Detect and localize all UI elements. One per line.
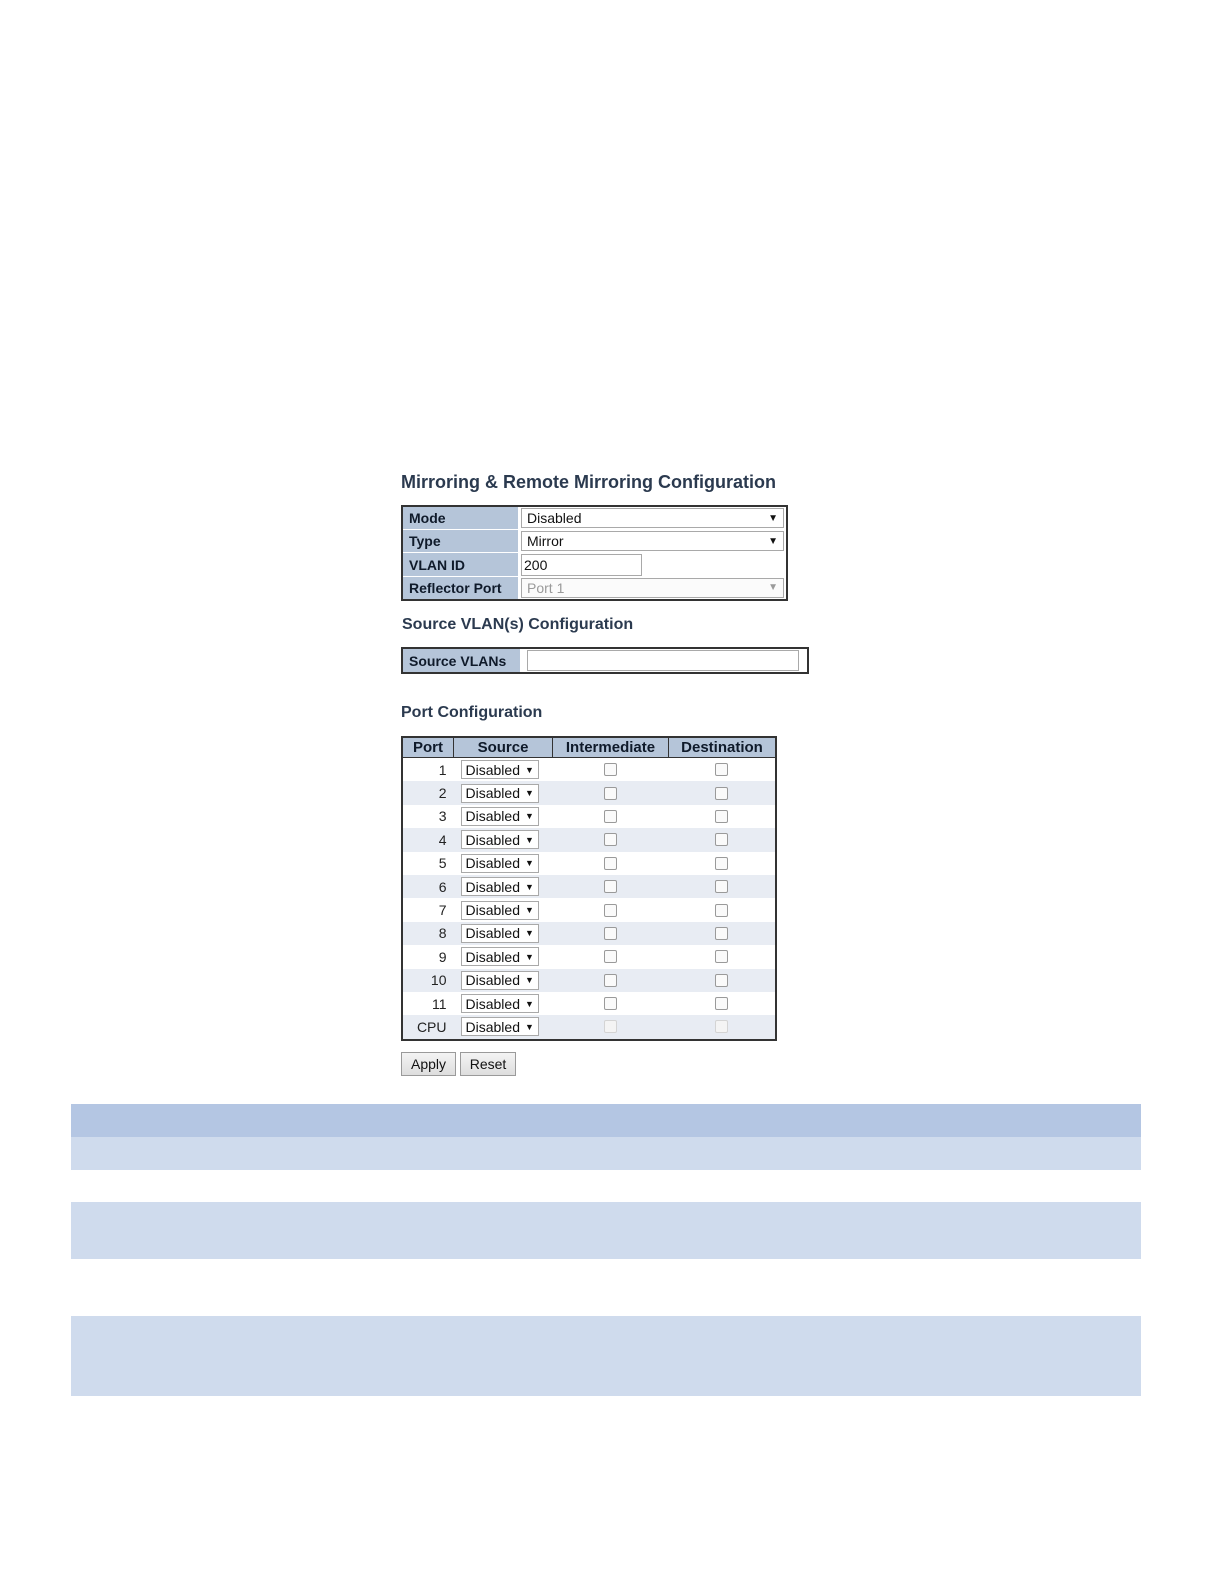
intermediate-checkbox[interactable] (604, 857, 617, 870)
source-value: Disabled (465, 925, 520, 942)
source-select[interactable] (461, 971, 539, 990)
table-row (402, 852, 776, 875)
destination-checkbox[interactable] (715, 787, 728, 800)
source-select[interactable] (461, 901, 539, 920)
destination-cell (669, 945, 777, 968)
table-row (402, 758, 776, 782)
chevron-down-icon: ▼ (524, 788, 534, 799)
intermediate-column-header: Intermediate (553, 737, 669, 758)
description-table-header (71, 1104, 1141, 1137)
source-value: Disabled (465, 902, 520, 919)
port-number: 9 (438, 948, 447, 965)
source-select[interactable] (461, 807, 539, 826)
intermediate-checkbox[interactable] (604, 880, 617, 893)
reflector-port-label: Reflector Port (402, 577, 519, 601)
source-value: Disabled (465, 831, 520, 848)
source-value: Disabled (465, 761, 520, 778)
table-row (402, 828, 776, 851)
source-value: Disabled (465, 855, 520, 872)
intermediate-checkbox[interactable] (604, 787, 617, 800)
destination-checkbox[interactable] (715, 927, 728, 940)
intermediate-checkbox[interactable] (604, 810, 617, 823)
description-table-row (71, 1316, 1141, 1396)
source-value: Disabled (465, 948, 520, 965)
table-row (402, 969, 776, 992)
source-select[interactable] (461, 1017, 539, 1036)
chevron-down-icon: ▼ (768, 535, 778, 547)
intermediate-checkbox[interactable] (604, 997, 617, 1010)
source-column-header: Source (454, 737, 553, 758)
source-select[interactable] (461, 760, 539, 779)
destination-checkbox[interactable] (715, 904, 728, 917)
destination-cell (669, 781, 777, 804)
destination-cell (669, 922, 777, 945)
port-number: 8 (402, 922, 454, 945)
chevron-down-icon: ▼ (524, 834, 534, 845)
source-cell (454, 805, 553, 828)
port-number: 1 (438, 761, 447, 778)
intermediate-checkbox[interactable] (604, 763, 617, 776)
source-vlans-label: Source VLANs (402, 648, 521, 673)
reset-button[interactable]: Reset (460, 1052, 516, 1076)
vlan-id-label: VLAN ID (402, 553, 519, 577)
source-cell (454, 992, 553, 1015)
destination-column-header: Destination (669, 737, 777, 758)
destination-cell (669, 805, 777, 828)
source-cell (454, 969, 553, 992)
source-vlans-title: Source VLAN(s) Configuration (402, 616, 634, 633)
intermediate-checkbox[interactable] (604, 1020, 617, 1033)
source-cell (454, 922, 553, 945)
intermediate-checkbox[interactable] (604, 904, 617, 917)
vlan-id-input[interactable]: 200 (521, 554, 642, 576)
intermediate-checkbox[interactable] (604, 833, 617, 846)
intermediate-cell (553, 781, 669, 804)
port-number: 3 (438, 808, 447, 825)
mode-select[interactable] (521, 508, 784, 528)
port-number: 4 (402, 828, 454, 851)
destination-checkbox[interactable] (715, 950, 728, 963)
chevron-down-icon: ▼ (524, 764, 534, 775)
intermediate-cell (553, 828, 669, 851)
description-table-row (71, 1137, 1141, 1170)
source-value: Disabled (465, 972, 520, 989)
port-number: 10 (402, 969, 454, 992)
intermediate-checkbox[interactable] (604, 974, 617, 987)
source-cell (454, 898, 553, 921)
intermediate-checkbox[interactable] (604, 950, 617, 963)
destination-checkbox[interactable] (715, 1020, 728, 1033)
source-value: Disabled (465, 1018, 520, 1035)
source-select[interactable] (461, 784, 539, 803)
source-value: Disabled (465, 808, 520, 825)
intermediate-cell (553, 945, 669, 968)
port-number: 6 (402, 875, 454, 898)
source-select[interactable] (461, 924, 539, 943)
destination-cell (669, 828, 777, 851)
mirroring-table (401, 505, 788, 601)
chevron-down-icon: ▼ (524, 928, 534, 939)
source-select[interactable] (461, 994, 539, 1013)
destination-checkbox[interactable] (715, 763, 728, 776)
port-config-table (401, 736, 777, 1041)
source-vlans-table (401, 647, 809, 674)
intermediate-cell (553, 1015, 669, 1039)
port-number: 2 (402, 781, 454, 804)
type-label: Type (402, 530, 519, 553)
source-cell (454, 828, 553, 851)
source-cell (454, 875, 553, 898)
intermediate-cell (553, 852, 669, 875)
source-value: Disabled (465, 785, 520, 802)
intermediate-checkbox[interactable] (604, 927, 617, 940)
source-cell (454, 852, 553, 875)
intermediate-cell (553, 898, 669, 921)
intermediate-cell (553, 805, 669, 828)
source-cell (454, 1015, 553, 1039)
source-value: Disabled (465, 878, 520, 895)
type-select[interactable] (521, 531, 784, 551)
destination-cell (669, 969, 777, 992)
source-vlans-input[interactable] (527, 650, 799, 671)
mode-label: Mode (402, 506, 519, 530)
source-select[interactable] (461, 947, 539, 966)
intermediate-cell (553, 758, 669, 782)
source-select[interactable] (461, 830, 539, 849)
chevron-down-icon: ▼ (768, 582, 778, 594)
port-number: CPU (402, 1015, 454, 1039)
source-select[interactable] (461, 854, 539, 873)
table-row (402, 875, 776, 898)
destination-checkbox[interactable] (715, 810, 728, 823)
destination-cell (669, 1015, 777, 1039)
port-column-header: Port (402, 737, 454, 758)
intermediate-cell (553, 992, 669, 1015)
port-number: 5 (438, 855, 447, 872)
chevron-down-icon: ▼ (524, 858, 534, 869)
table-row (402, 922, 776, 945)
chevron-down-icon: ▼ (524, 1021, 534, 1032)
source-select[interactable] (461, 877, 539, 896)
table-row (402, 992, 776, 1015)
source-cell (454, 781, 553, 804)
source-value: Disabled (465, 995, 520, 1012)
chevron-down-icon: ▼ (768, 512, 778, 524)
destination-cell (669, 758, 777, 782)
table-row (402, 781, 776, 804)
type-value: Mirror (527, 533, 564, 549)
table-row (402, 1015, 776, 1039)
table-row (402, 945, 776, 968)
port-number: 7 (438, 902, 447, 919)
destination-checkbox[interactable] (715, 857, 728, 870)
destination-checkbox[interactable] (715, 880, 728, 893)
destination-checkbox[interactable] (715, 974, 728, 987)
source-cell (454, 758, 553, 782)
mode-value: Disabled (527, 510, 582, 527)
intermediate-cell (553, 875, 669, 898)
chevron-down-icon: ▼ (524, 905, 534, 916)
chevron-down-icon: ▼ (524, 881, 534, 892)
intermediate-cell (553, 969, 669, 992)
intermediate-cell (553, 922, 669, 945)
table-row (402, 898, 776, 921)
destination-cell (669, 852, 777, 875)
port-number: 11 (431, 995, 447, 1012)
destination-cell (669, 992, 777, 1015)
destination-checkbox[interactable] (715, 833, 728, 846)
destination-cell (669, 875, 777, 898)
page-title: Mirroring & Remote Mirroring Configuration (401, 472, 776, 492)
chevron-down-icon: ▼ (524, 975, 534, 986)
description-table-row (71, 1202, 1141, 1259)
chevron-down-icon: ▼ (524, 951, 534, 962)
destination-cell (669, 898, 777, 921)
destination-checkbox[interactable] (715, 997, 728, 1010)
chevron-down-icon: ▼ (524, 998, 534, 1009)
port-config-title: Port Configuration (401, 704, 543, 721)
apply-button[interactable]: Apply (401, 1052, 456, 1076)
chevron-down-icon: ▼ (524, 811, 534, 822)
table-row (402, 805, 776, 828)
source-cell (454, 945, 553, 968)
reflector-port-value: Port 1 (527, 579, 565, 596)
reflector-port-select[interactable] (521, 578, 784, 598)
